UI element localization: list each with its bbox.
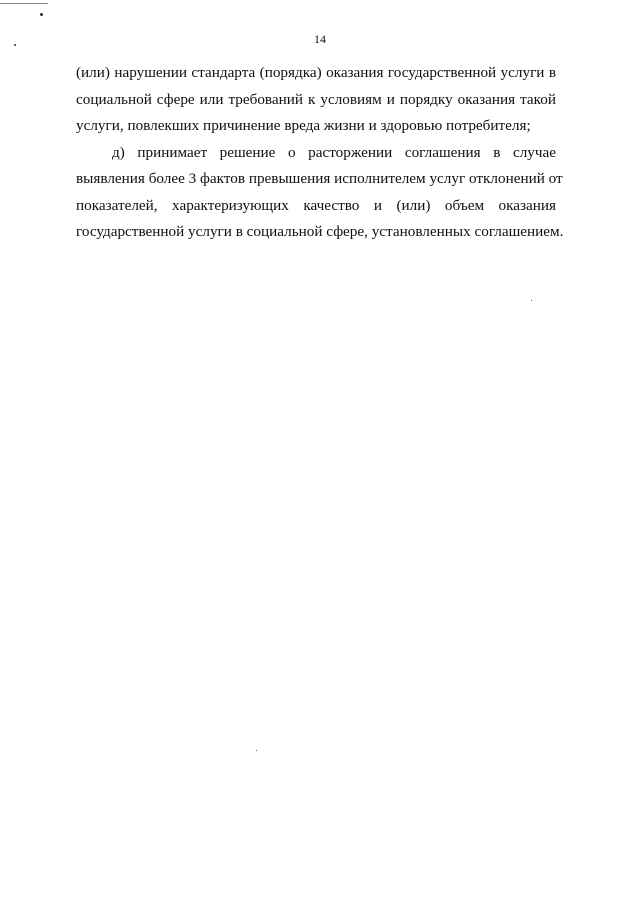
scan-speck (40, 13, 43, 16)
text-line: социальной сфере или требований к условиям и порядку оказания такой (76, 90, 556, 108)
scan-edge-line (0, 3, 48, 4)
text-line: (или) нарушении стандарта (порядка) оказания государственной услуги в (76, 64, 556, 81)
page-number: 14 (314, 32, 326, 46)
text-line: услуги, повлекших причинение вреда жизни и здоровью потребителя; (76, 117, 531, 134)
paragraph-continuation (76, 60, 556, 140)
scan-speck (531, 300, 532, 301)
text-line: д) принимает решение о расторжении соглашения в случае (112, 143, 556, 161)
text-line: показателей, характеризующих качество и (или) объем оказания (76, 196, 556, 214)
paragraph-item-d (76, 140, 564, 246)
text-line: государственной услуги в социальной сфере, установленных соглашением. (76, 223, 564, 240)
scan-speck (256, 750, 257, 751)
text-line: выявления более 3 фактов превышения исполнителем услуг отклонений от (76, 170, 563, 187)
document-body (76, 60, 564, 246)
